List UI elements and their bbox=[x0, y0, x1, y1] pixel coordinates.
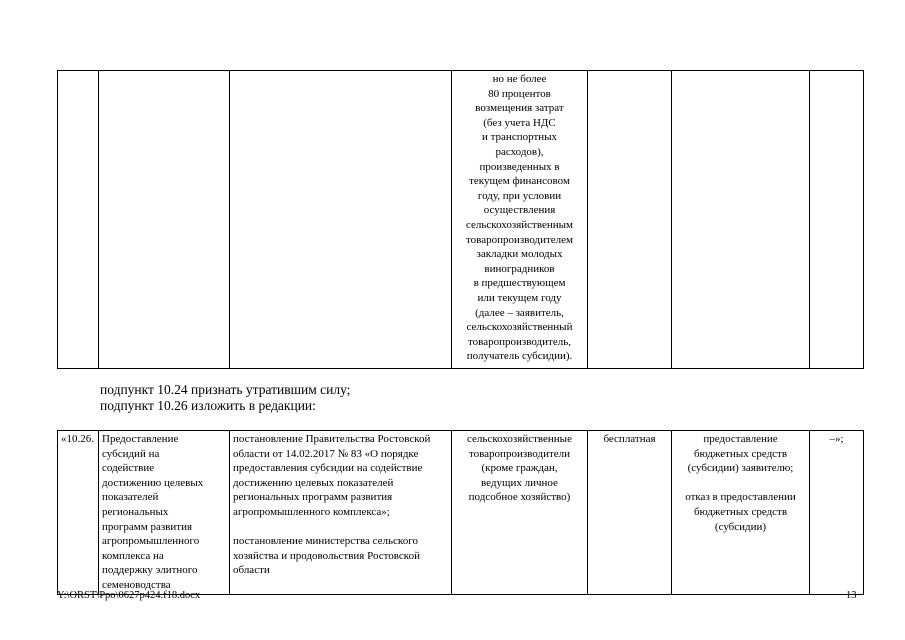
table-cell bbox=[99, 71, 230, 369]
service-name-cell: Предоставление субсидий на содействие достижению целевых показателей региональных программ развития агропромышленного комплекса на поддержку элитного семеноводства bbox=[99, 431, 230, 595]
amended-subsection-table bbox=[57, 430, 864, 595]
table-cell bbox=[810, 71, 864, 369]
paragraph-repeal: подпункт 10.24 признать утратившим силу; bbox=[100, 382, 351, 397]
footer-file-path: Y:\ORST\Ppo\0627p424.f18.docx bbox=[57, 590, 201, 601]
previous-section-table bbox=[57, 70, 864, 369]
last-cell: –»; bbox=[810, 431, 864, 595]
page-number: 13 bbox=[846, 590, 857, 601]
legal-basis-cell: постановление Правительства Ростовской области от 14.02.2017 № 83 «О порядке предоставления субсидии на содействие достижению целевых показателей региональных программ развития агропромышленного комплекса»; постановление министерства сельского хозяйства и продовольствия Ростовской области bbox=[230, 431, 452, 595]
table-row bbox=[58, 71, 864, 369]
table-row bbox=[58, 431, 864, 595]
table-cell bbox=[588, 71, 672, 369]
item-number-cell: «10.26. bbox=[58, 431, 99, 595]
cost-cell: бесплатная bbox=[588, 431, 672, 595]
recipients-cell: сельскохозяйственные товаропроизводители (кроме граждан, ведущих личное подсобное хозяйство) bbox=[452, 431, 588, 595]
table-cell bbox=[58, 71, 99, 369]
table-cell bbox=[672, 71, 810, 369]
paragraph-amend: подпункт 10.26 изложить в редакции: bbox=[100, 398, 316, 413]
subsidy-conditions-cell: но не более 80 процентов возмещения затрат (без учета НДС и транспортных расходов), произведенных в текущем финансовом году, при условии осуществления сельскохозяйственным товаропроизводителем закладки молодых виноградников в предшествующем или текущем году (далее – заявитель, сельскохозяйственный товаропроизводитель, получатель субсидии). bbox=[452, 71, 588, 369]
result-cell: предоставление бюджетных средств (субсидии) заявителю; отказ в предоставлении бюджетных средств (субсидии) bbox=[672, 431, 810, 595]
table-cell bbox=[230, 71, 452, 369]
